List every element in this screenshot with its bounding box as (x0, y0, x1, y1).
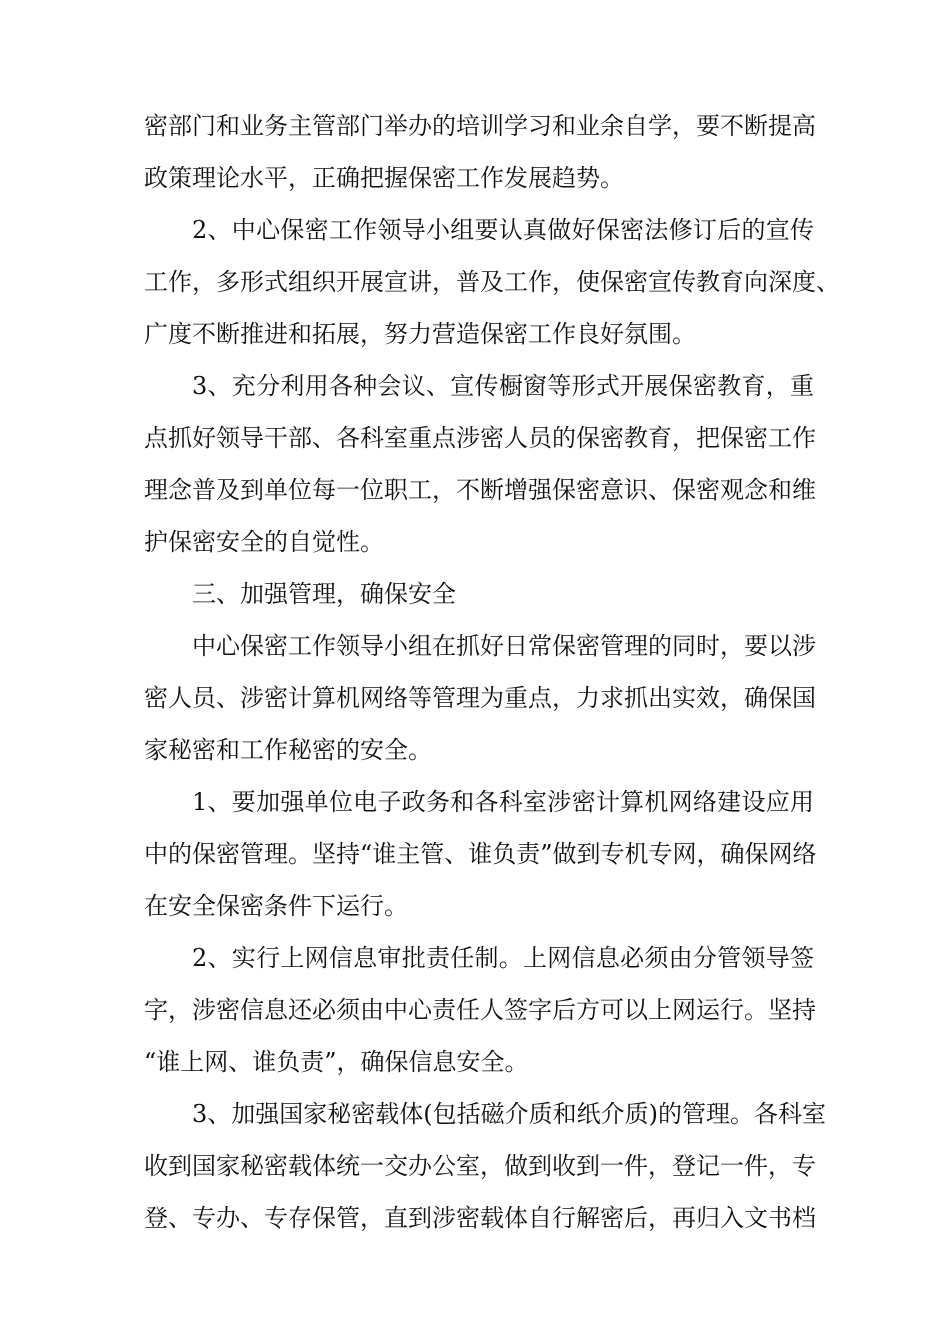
text-line: 中心保密工作领导小组在抓好日常保密管理的同时，要以涉 (192, 632, 816, 660)
text-line: 收到国家秘密载体统一交办公室，做到收到一件，登记一件，专 (144, 1152, 816, 1180)
text-line: 2、实行上网信息审批责任制。上网信息必须由分管领导签 (192, 944, 814, 972)
text-line: 点抓好领导干部、各科室重点涉密人员的保密教育，把保密工作 (144, 424, 816, 452)
text-line: 广度不断推进和拓展，努力营造保密工作良好氛围。 (144, 320, 696, 348)
text-line: 家秘密和工作秘密的安全。 (144, 736, 432, 764)
text-line: “谁上网、谁负责”，确保信息安全。 (144, 1048, 529, 1076)
text-line: 在安全保密条件下运行。 (144, 892, 408, 920)
text-line: 3、充分利用各种会议、宣传橱窗等形式开展保密教育，重 (192, 372, 814, 400)
document-body (144, 100, 840, 1244)
text-line: 理念普及到单位每一位职工，不断增强保密意识、保密观念和维 (144, 476, 816, 504)
text-line: 3、加强国家秘密载体(包括磁介质和纸介质)的管理。各科室 (192, 1100, 826, 1128)
text-line: 密部门和业务主管部门举办的培训学习和业余自学，要不断提高 (144, 112, 816, 140)
text-line: 2、中心保密工作领导小组要认真做好保密法修订后的宣传 (192, 216, 814, 244)
text-line: 护保密安全的自觉性。 (144, 528, 384, 556)
section-heading: 三、加强管理，确保安全 (192, 580, 456, 608)
text-line: 密人员、涉密计算机网络等管理为重点，力求抓出实效，确保国 (144, 684, 816, 712)
text-line: 1、要加强单位电子政务和各科室涉密计算机网络建设应用 (192, 788, 814, 816)
text-line: 工作，多形式组织开展宣讲，普及工作，使保密宣传教育向深度、 (144, 268, 840, 296)
text-line: 政策理论水平，正确把握保密工作发展趋势。 (144, 164, 624, 192)
text-line: 字，涉密信息还必须由中心责任人签字后方可以上网运行。坚持 (144, 996, 816, 1024)
text-line: 登、专办、专存保管，直到涉密载体自行解密后，再归入文书档 (144, 1204, 816, 1232)
text-line: 中的保密管理。坚持“谁主管、谁负责”做到专机专网，确保网络 (144, 840, 817, 868)
